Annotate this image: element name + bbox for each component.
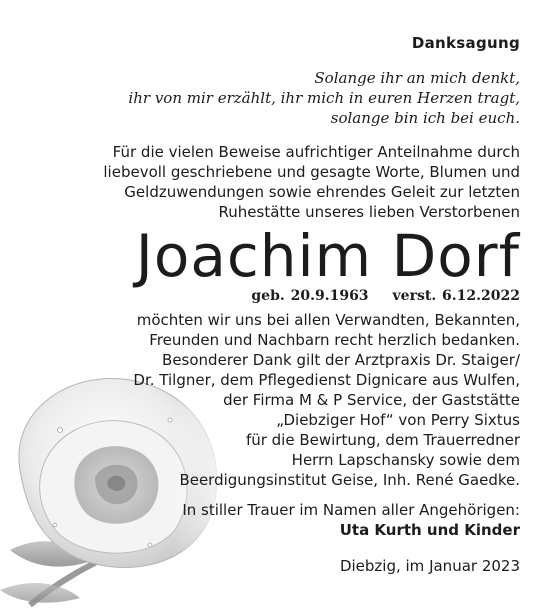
- thanks-line: Dr. Tilgner, dem Pflegedienst Dignicare aus Wulfen,: [133, 371, 520, 389]
- poem-line: Solange ihr an mich denkt,: [314, 69, 520, 87]
- memorial-poem: [30, 68, 520, 128]
- thanks-paragraph: [30, 310, 520, 490]
- thanks-line: für die Bewirtung, dem Trauerredner: [245, 431, 520, 449]
- death-date: verst. 6.12.2022: [392, 288, 520, 304]
- thanks-line: Freunden und Nachbarn recht herzlich bedanken.: [149, 331, 520, 349]
- thanks-line: „Diebziger Hof“ von Perry Sixtus: [276, 411, 520, 429]
- intro-line: liebevoll geschriebene und gesagte Worte, Blumen und: [103, 163, 520, 181]
- notice-text: [30, 34, 520, 576]
- family-signature: Uta Kurth und Kinder: [339, 521, 520, 539]
- thanks-line: Besonderer Dank gilt der Arztpraxis Dr. Staiger/: [162, 351, 520, 369]
- intro-paragraph: [30, 142, 520, 222]
- mourning-line: In stiller Trauer im Namen aller Angehörigen:: [182, 501, 520, 519]
- notice-heading: Danksagung: [411, 34, 520, 52]
- poem-line: solange bin ich bei euch.: [330, 109, 520, 127]
- birth-date: geb. 20.9.1963: [251, 288, 369, 304]
- intro-line: Ruhestätte unseres lieben Verstorbenen: [218, 203, 520, 221]
- thanks-line: Herrn Lapschansky sowie dem: [291, 451, 520, 469]
- place-and-date: Diebzig, im Januar 2023: [339, 557, 520, 575]
- intro-line: Geldzuwendungen sowie ehrendes Geleit zur letzten: [124, 183, 520, 201]
- deceased-name: Joachim Dorf: [135, 222, 520, 290]
- thanks-line: der Firma M & P Service, der Gaststätte: [223, 391, 520, 409]
- life-dates: [30, 286, 520, 306]
- intro-line: Für die vielen Beweise aufrichtiger Anteilnahme durch: [112, 143, 520, 161]
- poem-line: ihr von mir erzählt, ihr mich in euren Herzen tragt,: [128, 89, 520, 107]
- thanks-line: Beerdigungsinstitut Geise, Inh. René Gaedke.: [179, 471, 520, 489]
- thanks-line: möchten wir uns bei allen Verwandten, Bekannten,: [136, 311, 520, 329]
